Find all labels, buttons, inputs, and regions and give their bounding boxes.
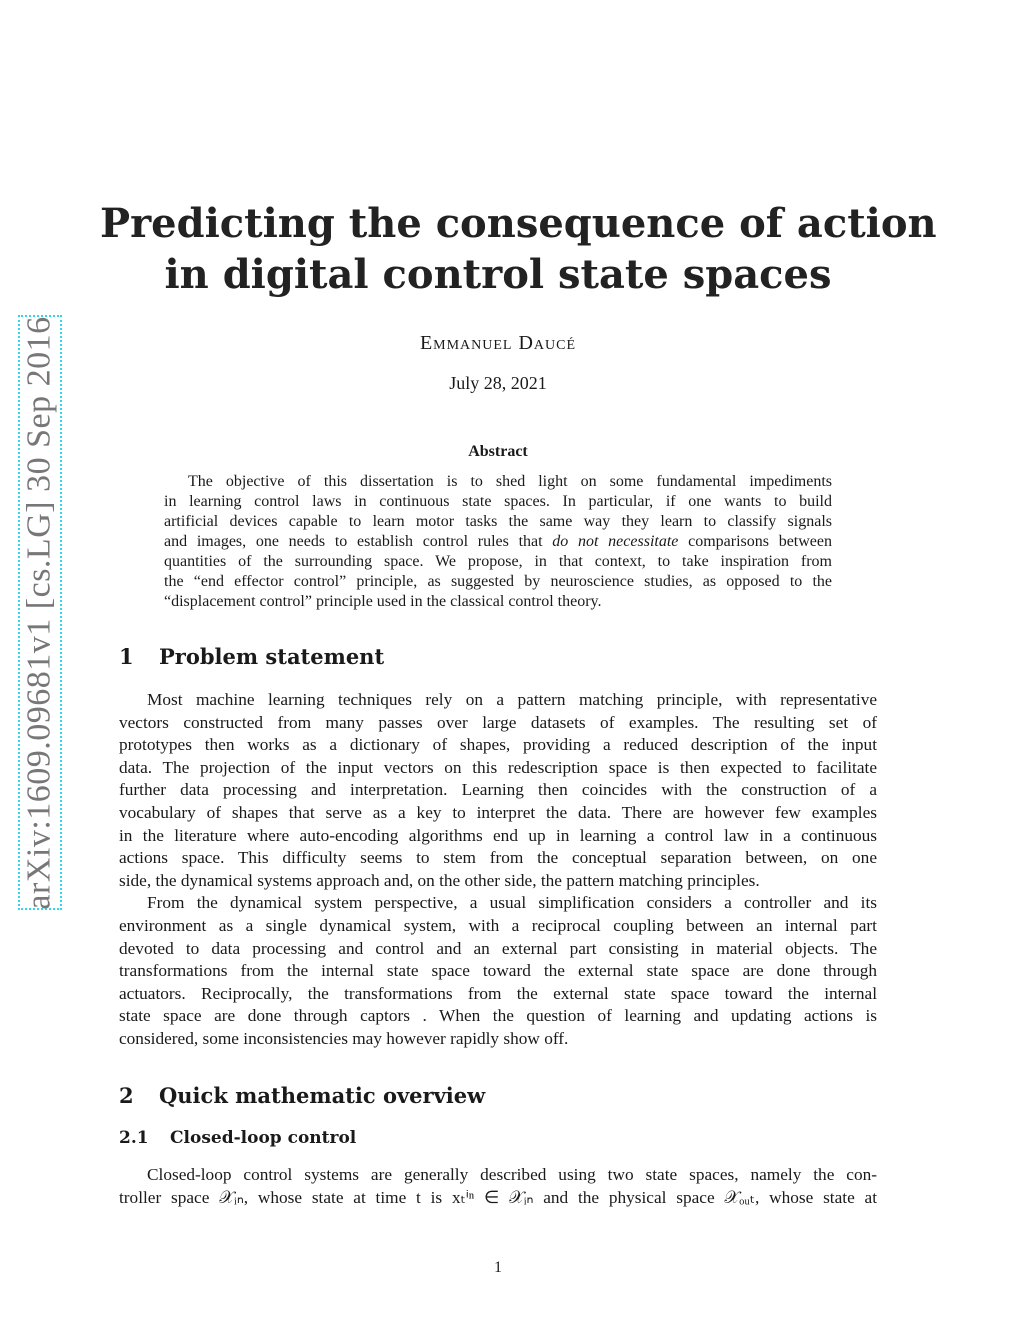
paragraph [119, 689, 877, 1051]
author-name: Emmanuel Daucé [419, 332, 577, 354]
text-line: actuators. Reciprocally, the transformations from the external state space toward the internal [119, 983, 877, 1003]
subsection-heading-closed-loop [119, 1128, 356, 1148]
title-line: Predicting the consequence of action [100, 200, 937, 247]
text-line: environment as a single dynamical system, with a reciprocal coupling between an internal part [119, 915, 877, 935]
paper-title [100, 198, 937, 300]
abstract-body [164, 472, 832, 612]
text-line: troller space 𝒳ᵢₙ, whose state at time t is xₜⁱⁿ ∈ 𝒳ᵢₙ and the physical space 𝒳ₒᵤₜ, whose state at [119, 1187, 877, 1207]
abstract-line-part: and images, one needs to establish control rules that [164, 533, 553, 550]
text-line: devoted to data processing and control and an external part consisting in material objects. The [119, 938, 877, 958]
text-line: actions space. This difficulty seems to stem from the conceptual separation between, on one [119, 848, 877, 868]
text-line: further data processing and interpretation. Learning then coincides with the construction of a [119, 780, 877, 800]
subsection-title: Closed-loop control [170, 1128, 357, 1148]
arxiv-identifier-text: arXiv:1609.09681v1 [cs.LG] 30 Sep 2016 [21, 315, 58, 910]
text-line: vectors constructed from many passes over large datasets of examples. The resulting set of [119, 712, 877, 732]
text-line: Closed-loop control systems are generally described using two state spaces, namely the con- [147, 1165, 877, 1184]
text-line: data. The projection of the input vectors on this redescription space is then expected to facilitate [119, 757, 877, 777]
abstract-line: the “end effector control” principle, as suggested by neuroscience studies, as opposed to the [164, 573, 832, 590]
abstract-line: “displacement control” principle used in the classical control theory. [164, 593, 602, 610]
abstract-line: artificial devices capable to learn motor tasks the same way they learn to classify signals [164, 513, 832, 530]
subsection-number: 2.1 [119, 1128, 149, 1148]
text-line: From the dynamical system perspective, a usual simplification considers a controller and its [147, 893, 877, 913]
section-heading-math-overview [119, 1083, 485, 1108]
abstract-heading: Abstract [468, 443, 528, 460]
page-number: 1 [494, 1259, 502, 1276]
abstract-line: quantities of the surrounding space. We propose, in that context, to take inspiration from [164, 553, 832, 570]
text-line: side, the dynamical systems approach and, on the other side, the pattern matching principles. [119, 870, 760, 890]
abstract-line-part: comparisons between [678, 533, 833, 550]
text-line: in the literature where auto-encoding algorithms end up in learning a control law in a continuous [119, 825, 877, 845]
text-line: vocabulary of shapes that serve as a key to interpret the data. There are however few examples [119, 802, 877, 822]
abstract-line: The objective of this dissertation is to shed light on some fundamental impediments [188, 473, 832, 490]
text-line: Most machine learning techniques rely on a pattern matching principle, with representative [147, 690, 877, 709]
paper-date: July 28, 2021 [449, 373, 547, 393]
arxiv-identifier-stamp [18, 315, 62, 910]
section-heading-problem-statement [119, 644, 384, 669]
text-line: state space are done through captors . When the question of learning and updating actions is [119, 1006, 877, 1026]
abstract-line: in learning control laws in continuous state spaces. In particular, if one wants to build [164, 493, 832, 510]
text-line: considered, some inconsistencies may however rapidly show off. [119, 1028, 569, 1048]
section-number: 2 [119, 1083, 134, 1108]
emphasis-text: do not necessitate [552, 533, 679, 550]
text-line: prototypes then works as a dictionary of shapes, providing a reduced description of the input [119, 735, 877, 755]
section-number: 1 [119, 644, 134, 669]
title-line: in digital control state spaces [164, 251, 832, 298]
paragraph [119, 1164, 877, 1209]
section-title: Problem statement [159, 644, 385, 669]
section-title: Quick mathematic overview [159, 1083, 486, 1108]
text-line: transformations from the internal state space toward the external state space are done through [119, 961, 877, 981]
abstract-line [164, 532, 832, 552]
